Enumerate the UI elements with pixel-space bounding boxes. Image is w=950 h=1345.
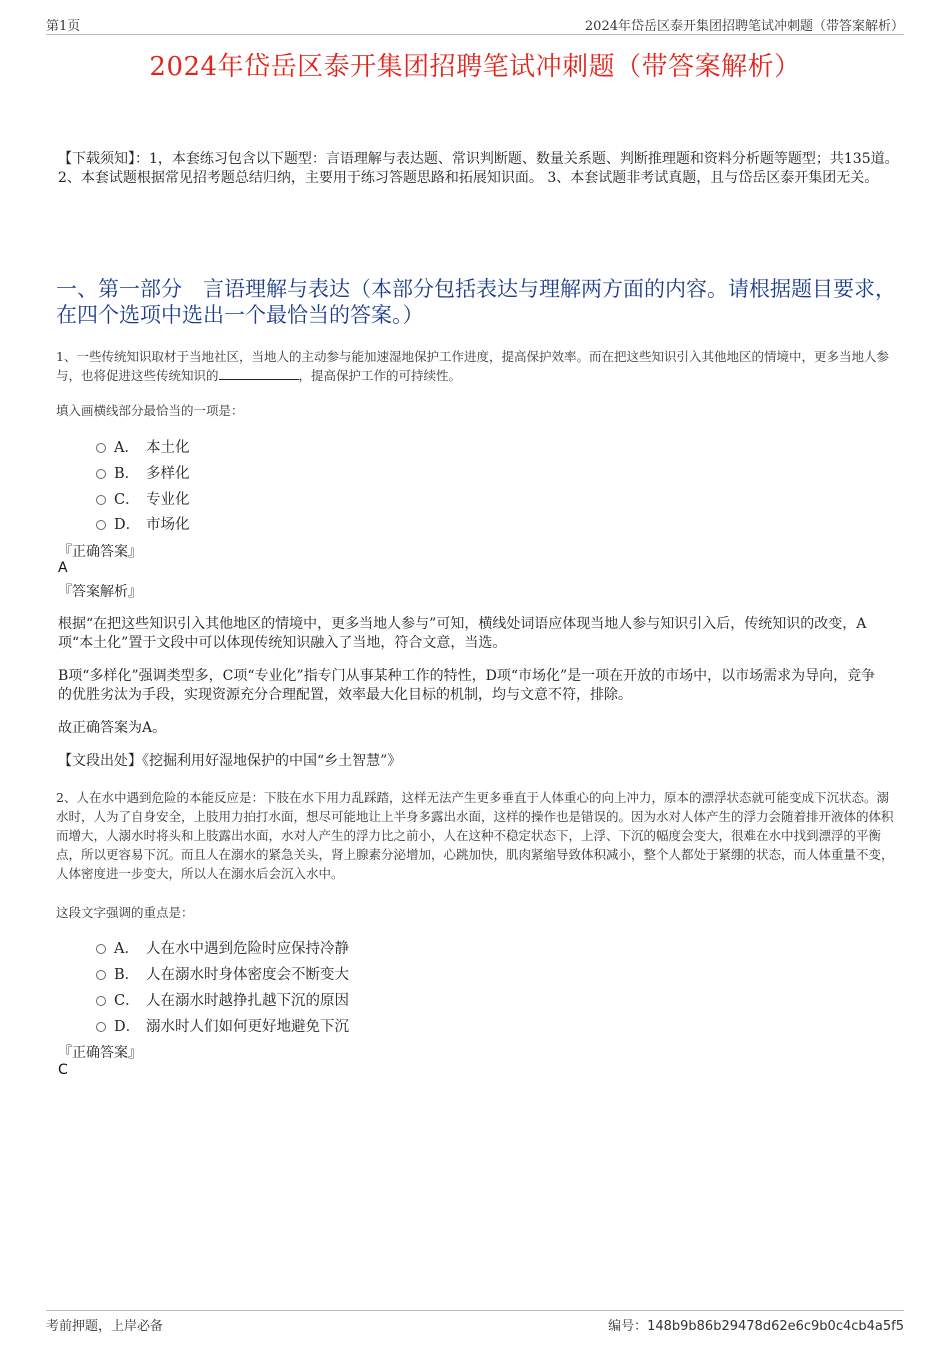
option-letter: B． bbox=[114, 967, 140, 983]
analysis-paragraph: 根据“在把这些知识引入其他地区的情境中，更多当地人参与”可知，横线处词语应体现当地人参与知识引入后，传统知识的改变，A项“本土化”置于文段中可以体现传统知识融入了当地，符合文意，当选。 bbox=[58, 616, 867, 651]
option-text: 人在水中遇到危险时应保持冷静 bbox=[146, 941, 349, 957]
question-1-analysis-label: 『答案解析』 bbox=[58, 584, 142, 600]
download-notice: 【下载须知】：1，本套练习包含以下题型：言语理解与表达题、常识判断题、数量关系题、判断推理题和资料分析题等题型；共135道。 2、本套试题根据常见招考题总结归纳，主要用于练习答题思路和拓展知识面。 3、本套试题非考试真题，且与岱岳区泰开集团无关。 bbox=[58, 151, 899, 186]
option-letter: A． bbox=[114, 941, 139, 957]
question-2-option-b[interactable] bbox=[96, 963, 349, 985]
option-text: 多样化 bbox=[146, 466, 190, 482]
option-letter: C． bbox=[114, 492, 140, 508]
radio-icon[interactable] bbox=[96, 469, 106, 479]
header-doc-title: 2024年岱岳区泰开集团招聘笔试冲刺题（带答案解析） bbox=[584, 19, 904, 34]
radio-icon[interactable] bbox=[96, 970, 106, 980]
question-1-option-d[interactable] bbox=[96, 513, 190, 535]
page-number: 第1页 bbox=[46, 19, 81, 34]
radio-icon[interactable] bbox=[96, 495, 106, 505]
question-1-option-a[interactable] bbox=[96, 436, 190, 458]
footer-code-label: 编号： bbox=[608, 1319, 648, 1334]
question-2-text: 2、人在水中遇到危险的本能反应是：下肢在水下用力乱踩踏，这样无法产生更多垂直于人体重心的向上冲力，原本的漂浮状态就可能变成下沉状态。溺水时，人为了自身安全，上肢用力拍打水面，想尽可能地让上半身多露出水面，这样的操作也是错误的。因为水对人体产生的浮力会随着排开液体的体积而增大，人溺水时将头和上肢露出水面，水对人产生的浮力比之前小，人在这种不稳定状态下，上浮、下沉的幅度会变大，很难在水中找到漂浮的平衡点，所以更容易下沉。而且人在溺水的紧急关头，肾上腺素分泌增加，心跳加快，肌肉紧缩导致体积减小，整个人都处于紧绷的状态，而人体重量不变，人体密度进一步变大，所以人在溺水后会沉入水中。 bbox=[56, 790, 894, 881]
radio-icon[interactable] bbox=[96, 944, 106, 954]
question-1-text bbox=[56, 347, 900, 385]
option-text: 人在溺水时越挣扎越下沉的原因 bbox=[146, 993, 349, 1009]
section-title: 一、第一部分 言语理解与表达（本部分包括表达与理解两方面的内容。请根据题目要求，在四个选项中选出一个最恰当的答案。） bbox=[56, 277, 896, 327]
footer-code bbox=[608, 1315, 904, 1334]
question-1-answer: A bbox=[58, 560, 68, 576]
footer-slogan: 考前押题，上岸必备 bbox=[46, 1319, 164, 1334]
option-text: 溺水时人们如何更好地避免下沉 bbox=[146, 1019, 349, 1035]
radio-icon[interactable] bbox=[96, 1022, 106, 1032]
option-letter: D． bbox=[114, 517, 141, 533]
analysis-paragraph: B项“多样化”强调类型多，C项“专业化”指专门从事某种工作的特性，D项“市场化”是一项在开放的市场中，以市场需求为导向，竞争的优胜劣汰为手段，实现资源充分合理配置，效率最大化目标的机制，均与文意不符，排除。 bbox=[58, 668, 876, 703]
option-text: 专业化 bbox=[146, 492, 190, 508]
question-1-answer-label: 『正确答案』 bbox=[58, 544, 142, 560]
fill-blank bbox=[219, 367, 299, 380]
option-text: 人在溺水时身体密度会不断变大 bbox=[146, 967, 349, 983]
radio-icon[interactable] bbox=[96, 520, 106, 530]
question-1-prompt: 填入画横线部分最恰当的一项是： bbox=[56, 403, 244, 418]
analysis-conclusion: 故正确答案为A。 bbox=[58, 720, 167, 736]
question-1-text-before: 1、一些传统知识取材于当地社区，当地人的主动参与能加速湿地保护工作进度，提高保护效率。而在把这些知识引入其他地区的情境中，更多当地人参与，也将促进这些传统知识的 bbox=[56, 349, 889, 383]
option-letter: B． bbox=[114, 466, 140, 482]
question-2-answer-label: 『正确答案』 bbox=[58, 1045, 142, 1061]
question-2-answer: C bbox=[58, 1062, 68, 1078]
radio-icon[interactable] bbox=[96, 443, 106, 453]
radio-icon[interactable] bbox=[96, 996, 106, 1006]
option-letter: C． bbox=[114, 993, 140, 1009]
page-footer bbox=[46, 1310, 904, 1335]
question-1-option-c[interactable] bbox=[96, 488, 190, 510]
document-title: 2024年岱岳区泰开集团招聘笔试冲刺题（带答案解析） bbox=[149, 52, 801, 82]
option-text: 市场化 bbox=[146, 517, 190, 533]
question-2-option-c[interactable] bbox=[96, 989, 349, 1011]
question-2-prompt: 这段文字强调的重点是： bbox=[56, 905, 194, 920]
option-text: 本土化 bbox=[146, 440, 190, 456]
option-letter: A． bbox=[114, 440, 139, 456]
source-citation: 【文段出处】《挖掘利用好湿地保护的中国“乡土智慧”》 bbox=[58, 753, 402, 769]
question-1-option-b[interactable] bbox=[96, 462, 190, 484]
page-header bbox=[46, 14, 904, 35]
question-2-option-d[interactable] bbox=[96, 1015, 349, 1037]
option-letter: D． bbox=[114, 1019, 141, 1035]
footer-code-value: 148b9b86b29478d62e6c9b0c4cb4a5f5 bbox=[647, 1319, 904, 1334]
question-2-option-a[interactable] bbox=[96, 937, 349, 959]
question-1-text-after: ，提高保护工作的可持续性。 bbox=[298, 368, 462, 383]
